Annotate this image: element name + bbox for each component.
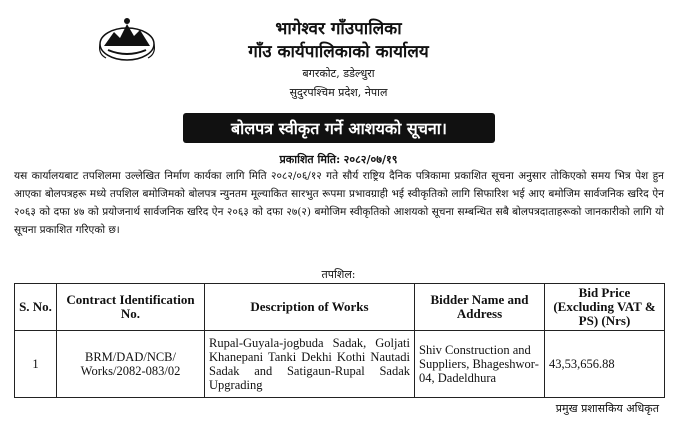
published-date-line [0,152,677,167]
header-contract-id: Contract Identification No. [57,284,205,331]
table-row [15,331,665,398]
cell-price: 43,53,656.88 [545,331,665,398]
header-bidder: Bidder Name and Address [415,284,545,331]
notice-title-banner [183,113,495,143]
header-price: Bid Price (Excluding VAT & PS) (Nrs) [545,284,665,331]
cell-description: Rupal-Guyala-jogbuda Sadak, Goljati Khanepani Tanki Dekhi Kothi Nautadi Sadak and Satigaun-Rupal Sadak Upgrading [205,331,415,398]
office-location: बगरकोट, डडेल्धुरा [302,67,375,80]
works-table [14,283,665,398]
details-label: तपशिल: [321,268,356,281]
table-header-row [15,284,665,331]
signatory-title: प्रमुख प्रशासकिय अधिकृत [555,402,659,415]
cell-bidder: Shiv Construction and Suppliers, Bhageshwor-04, Dadeldhura [415,331,545,398]
header-sn: S. No. [15,284,57,331]
municipality-name: भागेश्वर गाँउपालिका [275,19,402,39]
cell-contract-id: BRM/DAD/NCB/ Works/2082-083/02 [57,331,205,398]
header-description: Description of Works [205,284,415,331]
cell-sn: 1 [15,331,57,398]
published-date-label: प्रकाशित मिति: [279,153,341,166]
office-name: गाँउ कार्यपालिकाको कार्यालय [248,42,429,62]
office-province: सुदुरपश्चिम प्रदेश, नेपाल [289,86,388,99]
notice-title: बोलपत्र स्वीकृत गर्ने आशयको सूचना। [231,119,447,138]
notice-body: यस कार्यालयबाट तपशिलमा उल्लेखित निर्माण कार्यका लागि मिति २०८२/०६/१२ गते सौर्य राष्ट्रिय दैनिक पत्रिकामा प्रकाशित सूचना अनुसार तोकिएको समय भित्र पेश हुन आएका बोलपत्रहरू मध्ये तपशिल बमोजिमको बोलपत्र न्युनतम मूल्याकित सारभुत रूपमा प्रभावग्राही भई स्वीकृतिको लागि सिफारिश भई आए बमोजिम सार्वजनिक खरिद ऐन २०६३ को दफा ४७ को प्रयोजनार्थ सार्वजनिक खरिद ऐन २०६३ को दफा २७(२) बमोजिम स्वीकृतिको आशयको सूचना सम्बन्धित सबै बोलपत्रदाताहरूको जानकारीको लागि यो सूचना प्रकाशित गरिएको छ। [14,170,664,236]
published-date-value: २०८२/०७/१९ [343,153,398,166]
